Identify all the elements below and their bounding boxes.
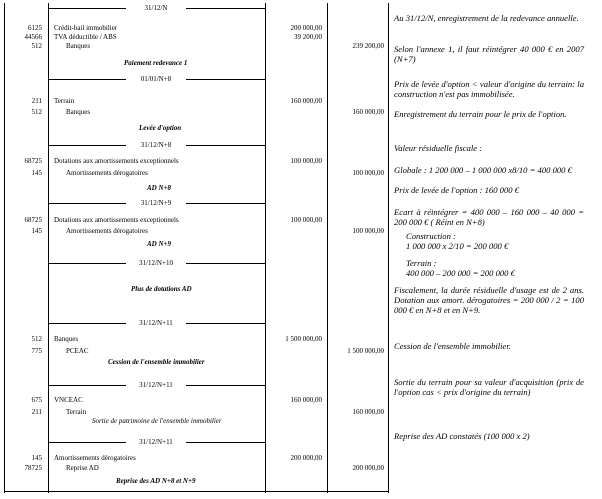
account-label: TVA déductible / ABS — [54, 33, 117, 41]
account-number: 211 — [31, 97, 42, 105]
account-number: 675 — [31, 396, 42, 404]
debit-amount: 160 000,00 — [290, 396, 322, 404]
entry-date: 31/12/N+10 — [126, 259, 186, 268]
account-label: VNCEAC — [54, 396, 83, 404]
credit-amount: 160 000,00 — [352, 108, 384, 116]
entry-caption: Levée d'option — [139, 124, 182, 132]
border-bottom — [4, 491, 388, 492]
border-right — [388, 3, 389, 493]
entry-date: 31/12/N+11 — [126, 438, 186, 447]
note-paragraph: Cession de l'ensemble immobilier. — [394, 341, 511, 351]
note-paragraph: 1 000 000 x 2/10 = 200 000 € — [406, 241, 509, 251]
divider-credit — [327, 3, 328, 493]
border-left — [4, 3, 5, 493]
note-paragraph: Reprise des AD constatés (100 000 x 2) — [394, 431, 530, 441]
account-label: Banques — [66, 42, 91, 50]
debit-amount: 200 000,00 — [290, 24, 322, 32]
divider-debit — [265, 3, 266, 493]
entry-date: 01/01/N+8 — [126, 75, 186, 84]
account-label: Banques — [54, 335, 79, 343]
credit-amount: 1 500 000,00 — [347, 347, 384, 355]
note-paragraph: Sortie du terrain pour sa valeur d'acquisition (prix de l'option cas < prix d'origine du terrain) — [394, 377, 584, 397]
entry-caption: AD N+9 — [147, 240, 172, 248]
credit-amount: 200 000,00 — [352, 464, 384, 472]
account-number: 512 — [31, 42, 42, 50]
entry-caption: Sortie de patrimoine de l'ensemble immobilier — [92, 417, 222, 425]
divider-account — [48, 3, 49, 493]
account-number: 211 — [31, 408, 42, 416]
journal-table — [4, 3, 389, 493]
account-number: 6125 — [28, 24, 42, 32]
account-label: Terrain — [66, 408, 87, 416]
note-paragraph: Selon l'annexe 1, il faut réintégrer 40 000 € en 2007 (N+7) — [394, 44, 584, 64]
note-paragraph: Fiscalement, la durée résiduelle d'usage est de 2 ans. Dotation aux amort. dérogatoires = 200 000 / 2 = 100 000 € en N+8 et en N+9. — [394, 285, 584, 315]
entry-date: 31/12/N+9 — [126, 199, 186, 208]
note-paragraph: Prix de levée d'option < valeur d'origine du terrain: la construction n'est pas immobilisée. — [394, 79, 584, 99]
account-number: 68725 — [24, 157, 42, 165]
note-paragraph: Au 31/12/N, enregistrement de la redevance annuelle. — [394, 13, 579, 23]
account-label: Reprise AD — [66, 464, 99, 472]
note-paragraph: Valeur résiduelle fiscale : — [394, 143, 483, 153]
credit-amount: 160 000,00 — [352, 408, 384, 416]
debit-amount: 160 000,00 — [290, 97, 322, 105]
note-paragraph: Enregistrement du terrain pour le prix de l'option. — [394, 109, 567, 119]
entry-caption: Cession de l'ensemble immobilier — [108, 358, 205, 366]
entry-date: 31/12/N — [126, 4, 186, 13]
account-label: Crédit-bail immobilier — [54, 24, 118, 32]
account-number: 775 — [31, 347, 42, 355]
debit-amount: 100 000,00 — [290, 216, 322, 224]
note-paragraph: Terrain : — [406, 258, 437, 268]
account-number: 44566 — [24, 33, 42, 41]
note-paragraph: Globale : 1 200 000 – 1 000 000 x8/10 = 400 000 € — [394, 165, 572, 175]
account-label: Amortissements dérogatoires — [66, 227, 148, 235]
note-paragraph: 400 000 – 200 000 = 200 000 € — [406, 268, 515, 278]
account-number: 512 — [31, 108, 42, 116]
account-label: Amortissements dérogatoires — [54, 454, 136, 462]
credit-amount: 239 200,00 — [352, 42, 384, 50]
account-label: Amortissements dérogatoires — [66, 169, 148, 177]
account-number: 145 — [31, 454, 42, 462]
account-label: Dotations aux amortissements exceptionnels — [54, 216, 179, 224]
account-number: 145 — [31, 227, 42, 235]
debit-amount: 100 000,00 — [290, 157, 322, 165]
entry-caption: AD N+8 — [147, 184, 172, 192]
account-label: Dotations aux amortissements exceptionnels — [54, 157, 179, 165]
note-paragraph: Construction : — [406, 231, 456, 241]
account-number: 78725 — [24, 464, 42, 472]
entry-caption: Plus de dotations AD — [131, 285, 192, 293]
account-label: Terrain — [54, 97, 75, 105]
note-paragraph: Prix de levée de l'option : 160 000 € — [394, 185, 519, 195]
credit-amount: 100 000,00 — [352, 169, 384, 177]
account-number: 145 — [31, 169, 42, 177]
debit-amount: 1 500 000,00 — [285, 335, 322, 343]
debit-amount: 39 200,00 — [294, 33, 322, 41]
account-label: PCEAC — [66, 347, 89, 355]
entry-date: 31/12/N+11 — [126, 319, 186, 328]
entry-date: 31/12/N+8 — [126, 141, 186, 150]
entry-date: 31/12/N+11 — [126, 381, 186, 390]
debit-amount: 200 000,00 — [290, 454, 322, 462]
account-number: 512 — [31, 335, 42, 343]
credit-amount: 100 000,00 — [352, 227, 384, 235]
account-label: Banques — [66, 108, 91, 116]
note-paragraph: Ecart à réintégrer = 400 000 – 160 000 – 40 000 = 200 000 € ( Réint en N+8) — [394, 207, 584, 227]
account-number: 68725 — [24, 216, 42, 224]
entry-caption: Reprise des AD N+8 et N+9 — [116, 477, 196, 485]
entry-caption: Paiement redevance 1 — [124, 59, 188, 67]
